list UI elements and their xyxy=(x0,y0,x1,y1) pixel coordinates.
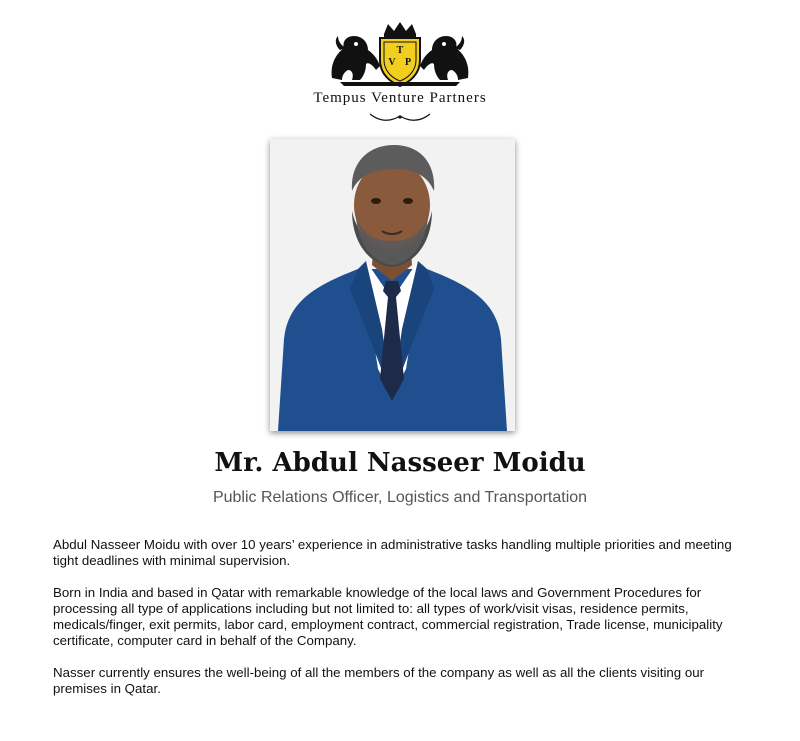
left-lion-icon xyxy=(332,36,380,80)
emblem-letter-left: V xyxy=(388,57,396,68)
person-portrait-icon xyxy=(270,139,515,431)
crown-icon xyxy=(384,22,416,38)
profile-photo xyxy=(270,139,515,431)
flourish-icon xyxy=(280,108,520,128)
company-name: Tempus Venture Partners xyxy=(313,90,487,106)
company-logo xyxy=(280,20,520,120)
person-name: Mr. Abdul Nasseer Moidu xyxy=(214,448,586,478)
biography xyxy=(53,537,753,713)
emblem-letter-right: P xyxy=(404,57,412,68)
bio-paragraph: Nasser currently ensures the well-being of all the members of the company as well as all the clients visiting our premises in Qatar. xyxy=(53,665,705,696)
crest-base-icon xyxy=(340,82,460,86)
shield-icon xyxy=(380,38,420,86)
bio-paragraph: Abdul Nasseer Moidu with over 10 years’ experience in administrative tasks handling multiple priorities and meeting tight deadlines with minimal supervision. xyxy=(53,537,732,568)
emblem-letter-top: T xyxy=(396,45,404,56)
right-lion-icon xyxy=(420,36,468,80)
tvp-crest-icon xyxy=(280,20,520,90)
person-job-title: Public Relations Officer, Logistics and Transportation xyxy=(212,489,588,506)
bio-paragraph: Born in India and based in Qatar with remarkable knowledge of the local laws and Government Procedures for processing all type of applications including but not limited to: all types of work/visit visas, residence permits, medicals/finger, exit permits, labor card, employment contract, commercial registration, Trade license, municipality certificate, computer card in behalf of the Company. xyxy=(53,585,723,648)
